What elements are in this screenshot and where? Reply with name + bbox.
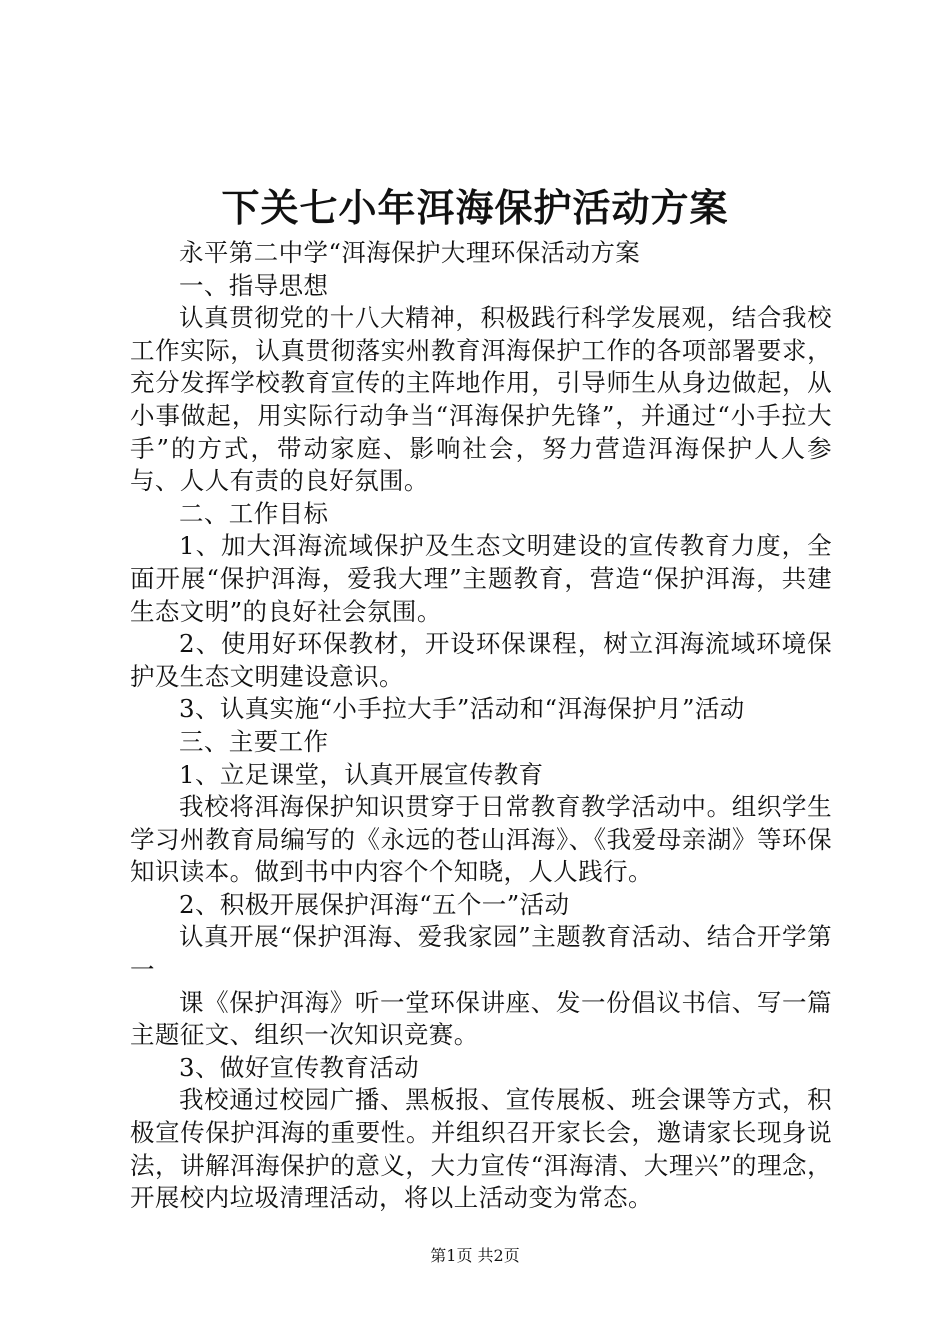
page-number-footer: 第1页 共2页 xyxy=(430,1246,520,1265)
paragraph: 我校通过校园广播、黑板报、宣传展板、班会课等方式，积极宣传保护洱海的重要性。并组织召开家长会，邀请家长现身说法，讲解洱海保护的意义，大力宣传“洱海清、大理兴”的理念，开展校内垃圾清理活动，将以上活动变为常态。 xyxy=(130,1085,832,1213)
section-heading-guiding-thought: 一、指导思想 xyxy=(179,270,329,300)
section-heading-work-goals: 二、工作目标 xyxy=(179,498,329,528)
paragraph: 课《保护洱海》听一堂环保讲座、发一份倡议书信、写一篇主题征文、组织一次知识竞赛。 xyxy=(130,987,832,1050)
paragraph: 3、认真实施“小手拉大手”活动和“洱海保护月”活动 xyxy=(179,694,745,724)
subheading: 3、做好宣传教育活动 xyxy=(179,1052,420,1082)
paragraph: 认真开展“保护洱海、爱我家园”主题教育活动、结合开学第一 xyxy=(130,922,832,985)
document-title: 下关七小年洱海保护活动方案 xyxy=(221,186,729,230)
paragraph: 我校将洱海保护知识贯穿于日常教育教学活动中。组织学生学习州教育局编写的《永远的苍山洱海》、《我爱母亲湖》等环保知识读本。做到书中内容个个知晓，人人践行。 xyxy=(130,792,832,887)
paragraph: 1、加大洱海流域保护及生态文明建设的宣传教育力度，全面开展“保护洱海，爱我大理”主题教育，营造“保护洱海，共建生态文明”的良好社会氛围。 xyxy=(130,531,832,626)
paragraph: 2、使用好环保教材，开设环保课程，树立洱海流域环境保护及生态文明建设意识。 xyxy=(130,629,832,691)
paragraph-subtitle: 永平第二中学“洱海保护大理环保活动方案 xyxy=(179,238,641,267)
subheading: 2、积极开展保护洱海“五个一”活动 xyxy=(179,889,570,919)
section-heading-main-work: 三、主要工作 xyxy=(179,726,329,756)
paragraph: 认真贯彻党的十八大精神，积极践行科学发展观，结合我校工作实际，认真贯彻落实州教育洱海保护工作的各项部署要求，充分发挥学校教育宣传的主阵地作用，引导师生从身边做起，从小事做起，用实际行动争当“洱海保护先锋”，并通过“小手拉大手”的方式，带动家庭、影响社会，努力营造洱海保护人人参与、人人有责的良好氛围。 xyxy=(130,303,832,496)
subheading: 1、立足课堂，认真开展宣传教育 xyxy=(179,759,544,789)
document-body xyxy=(130,237,832,1215)
